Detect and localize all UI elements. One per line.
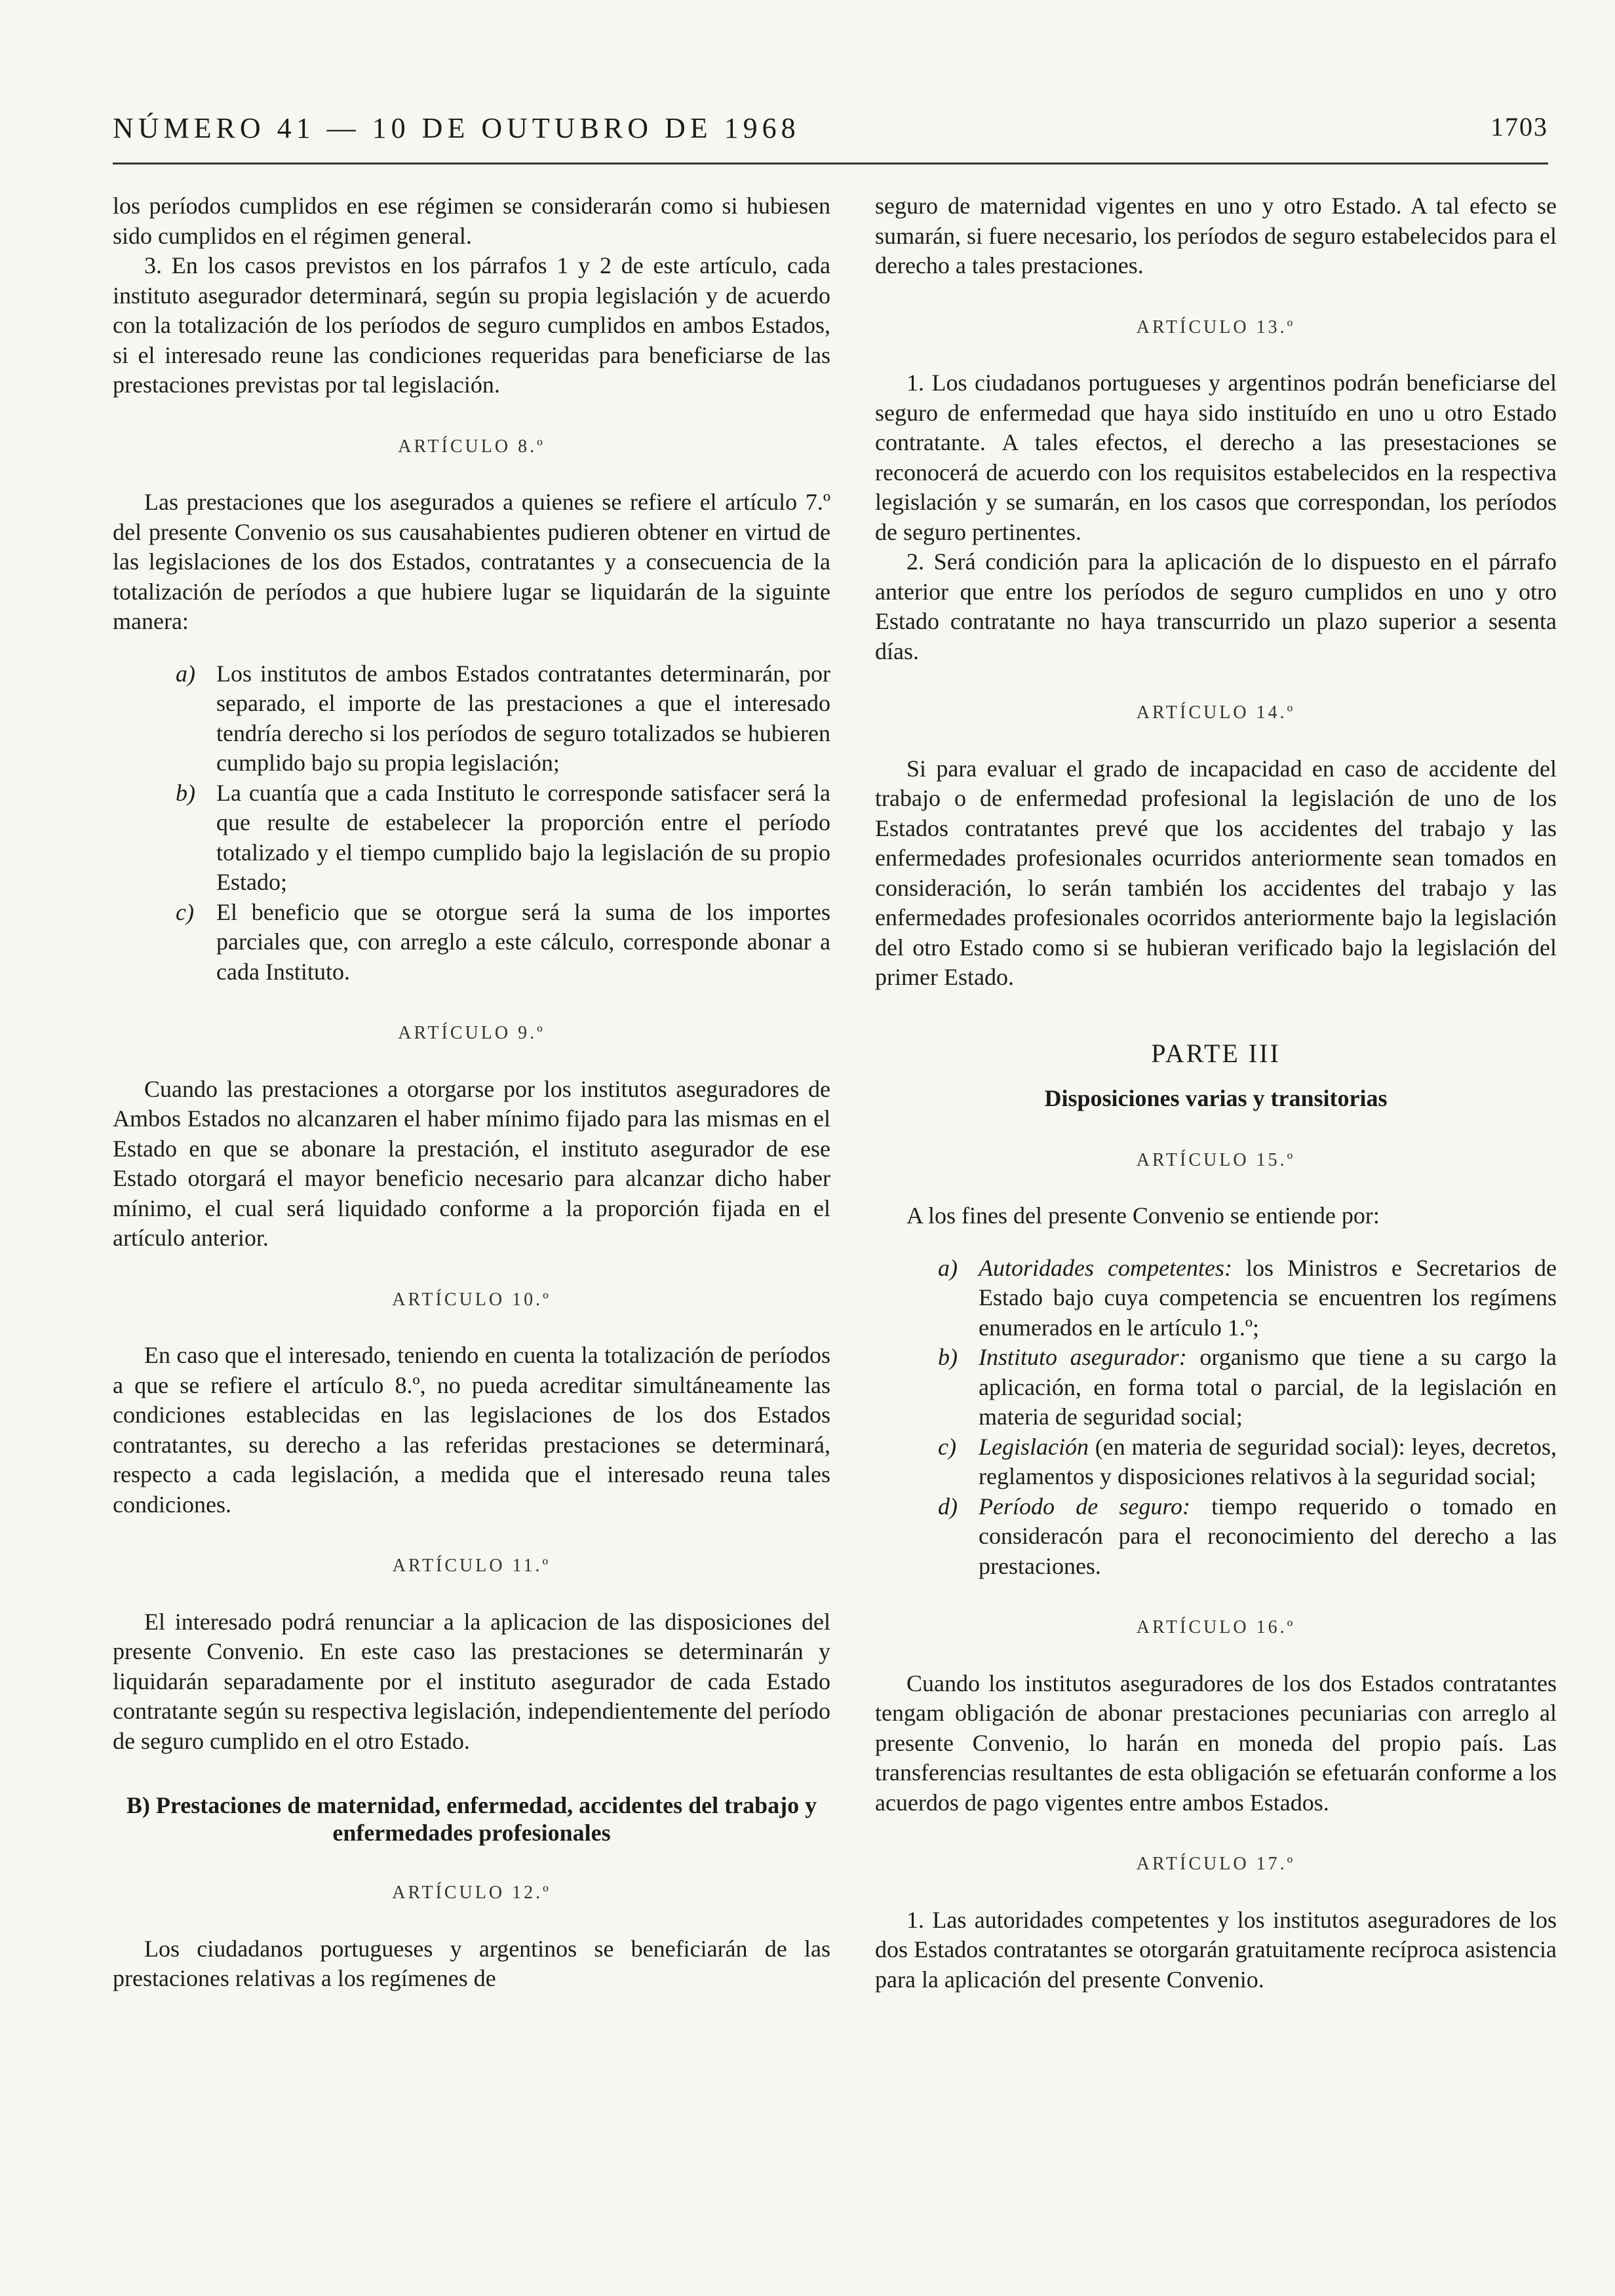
- list-item-text: El beneficio que se otorgue será la suma de los importes parciales que, con arreglo a este cálculo, corresponde abonar a cada Instituto.: [216, 898, 830, 985]
- list-item: [875, 1253, 1557, 1343]
- list-item: [113, 659, 830, 778]
- defined-term: Instituto asegurador:: [979, 1344, 1187, 1370]
- article-heading: ARTÍCULO 17.º: [1136, 1854, 1296, 1874]
- list-marker: c): [938, 1433, 956, 1460]
- page-number: 1703: [1490, 112, 1548, 142]
- article-heading: ARTÍCULO 11.º: [392, 1556, 551, 1576]
- definition-text: (en materia de seguridad social): leyes, decretos, reglamentos y disposiciones relativos à la seguridad social;: [979, 1433, 1557, 1489]
- header-rule: [113, 163, 1548, 164]
- list-marker: b): [938, 1344, 958, 1370]
- right-column: [875, 191, 1557, 1995]
- list-item: [113, 778, 830, 898]
- list-item-text: La cuantía que a cada Instituto le corresponde satisfacer será la que resulte de estabelecer la proporción entre el período totalizado y el tiempo cumplido bajo la legislación de su propio Estado;: [216, 779, 830, 895]
- article-heading: ARTÍCULO 9.º: [398, 1023, 545, 1043]
- list-marker: a): [176, 660, 195, 687]
- article-heading: ARTÍCULO 16.º: [1136, 1617, 1296, 1637]
- paragraph: Si para evaluar el grado de incapacidad en caso de accidente del trabajo o de enfermedad profesional la legislación de uno de los Estados contratantes prevé que los accidentes del trabajo y las enfermedades profesionales ocurridos anteriormente sean tomados en consideración, lo serán también los accidentes del trabajo y las enfermedades profesionales ocorridos anteriormente bajo la legislación del otro Estado como si se hubieran verificado bajo la legislación del primer Estado.: [875, 755, 1557, 990]
- article-heading: ARTÍCULO 10.º: [392, 1289, 551, 1310]
- paragraph: 2. Será condición para la aplicación de lo dispuesto en el párrafo anterior que entre los períodos de seguro cumplidos en uno y otro Estado contratante no haya transcurrido un plazo superior a sesenta días.: [875, 548, 1557, 664]
- paragraph: Cuando las prestaciones a otorgarse por los institutos aseguradores de Ambos Estados no alcanzaren el haber mínimo fijado para las mismas en el Estado en que se abonare la prestación, el instituto asegurador de ese Estado otorgará el mayor beneficio necesario para alcanzar dicho haber mínimo, el cual será liquidado conforme a la proporción fijada en el artículo anterior.: [113, 1075, 830, 1251]
- paragraph: 1. Las autoridades competentes y los institutos aseguradores de los dos Estados contratantes se otorgarán gratuitamente recíproca asistencia para la aplicación del presente Convenio.: [875, 1906, 1557, 1993]
- list-item: [113, 898, 830, 987]
- paragraph: seguro de maternidad vigentes en uno y otro Estado. A tal efecto se sumarán, si fuere necesario, los períodos de seguro estabelecidos para el derecho a tales prestaciones.: [875, 193, 1557, 278]
- paragraph: El interesado podrá renunciar a la aplicacion de las disposiciones del presente Convenio. En este caso las prestaciones se determinarán y liquidarán separadamente por el instituto asegurador de cada Estado contratante según su respectiva legislación, independientemente del período de seguro cumplido en el otro Estado.: [113, 1608, 830, 1754]
- article-heading: ARTÍCULO 12.º: [392, 1883, 551, 1903]
- paragraph: Cuando los institutos aseguradores de los dos Estados contratantes tengam obligación de abonar prestaciones pecuniarias con arreglo al presente Convenio, lo harán en moneda del propio país. Las transferencias resultantes de esta obligación se efetuarán conforme a los acuerdos de pago vigentes entre ambos Estados.: [875, 1670, 1557, 1816]
- part-heading: PARTE III: [1151, 1038, 1281, 1068]
- list-marker: c): [176, 898, 194, 925]
- list-marker: a): [938, 1254, 958, 1281]
- list-marker: b): [176, 779, 195, 806]
- article-15-list: [875, 1253, 1557, 1582]
- article-heading: ARTÍCULO 14.º: [1136, 702, 1296, 723]
- article-heading: ARTÍCULO 8.º: [398, 436, 545, 457]
- part-subtitle: Disposiciones varias y transitorias: [1044, 1085, 1388, 1111]
- paragraph: Las prestaciones que los asegurados a quienes se refiere el artículo 7.º del presente Convenio os sus causahabientes pudieren obtener en virtud de las legislaciones de los dos Estados, contratantes y a consecuencia de la totalización de períodos a que hubiere lugar se liquidarán de la siguinte manera:: [113, 489, 830, 634]
- list-item-text: Los institutos de ambos Estados contratantes determinarán, por separado, el importe de las prestaciones a que el interesado tendría derecho si los períodos de seguro totalizados se hubieren cumplido bajo su propia legislación;: [216, 660, 830, 776]
- list-item: [875, 1492, 1557, 1582]
- page-header: [113, 111, 1548, 157]
- paragraph: 3. En los casos previstos en los párrafos 1 y 2 de este artículo, cada instituto asegurador determinará, según su propia legislación y de acuerdo con la totalización de los períodos de seguro cumplidos en ambos Estados, si el interesado reune las condiciones requeridas para beneficiarse de las prestaciones previstas por tal legislación.: [113, 252, 830, 398]
- list-marker: d): [938, 1493, 958, 1520]
- paragraph: A los fines del presente Convenio se entiende por:: [906, 1202, 1380, 1229]
- article-8-list: [113, 659, 830, 987]
- defined-term: Autoridades competentes:: [979, 1254, 1232, 1281]
- paragraph: 1. Los ciudadanos portugueses y argentinos podrán beneficiarse del seguro de enfermedad que haya sido instituído en uno u otro Estado contratante. A tales efectos, el derecho a las presestaciones se reconocerá de acuerdo con los requisitos estabelecidos en la respectiva legislación y se sumarán, en los casos que correspondan, los períodos de seguro pertinentes.: [875, 370, 1557, 545]
- article-heading: ARTÍCULO 13.º: [1136, 316, 1296, 337]
- definition-text: tiempo requerido o tomado en consideracón para el reconocimiento del derecho a las prestaciones.: [979, 1493, 1557, 1579]
- paragraph: los períodos cumplidos en ese régimen se considerarán como si hubiesen sido cumplidos en el régimen general.: [113, 193, 830, 249]
- definition-text: los Ministros e Secretarios de Estado bajo cuya competencia se encuentren los regímens enumerados en le artículo 1.º;: [979, 1254, 1557, 1341]
- article-heading: ARTÍCULO 15.º: [1136, 1149, 1296, 1170]
- defined-term: Período de seguro:: [979, 1493, 1191, 1520]
- gazette-issue-date: NÚMERO 41 — 10 DE OUTUBRO DE 1968: [113, 112, 800, 144]
- list-item: [875, 1343, 1557, 1432]
- left-column: [113, 191, 830, 1994]
- paragraph: Los ciudadanos portugueses y argentinos se beneficiarán de las prestaciones relativas a los regímenes de: [113, 1935, 830, 1991]
- section-heading: B) Prestaciones de maternidad, enfermedad, accidentes del trabajo y enfermedades profesionales: [126, 1792, 817, 1846]
- definition-text: organismo que tiene a su cargo la aplicación, en forma total o parcial, de la legislación en materia de seguridad social;: [979, 1344, 1557, 1430]
- defined-term: Legislación: [979, 1433, 1089, 1460]
- list-item: [875, 1432, 1557, 1492]
- paragraph: En caso que el interesado, teniendo en cuenta la totalización de períodos a que se refiere el artículo 8.º, no pueda acreditar simultáneamente las condiciones establecidas en las legislaciones de los dos Estados contratantes, su derecho a las referidas prestaciones se determinará, respecto a cada legislación, a medida que el interesado reuna tales condiciones.: [113, 1342, 830, 1518]
